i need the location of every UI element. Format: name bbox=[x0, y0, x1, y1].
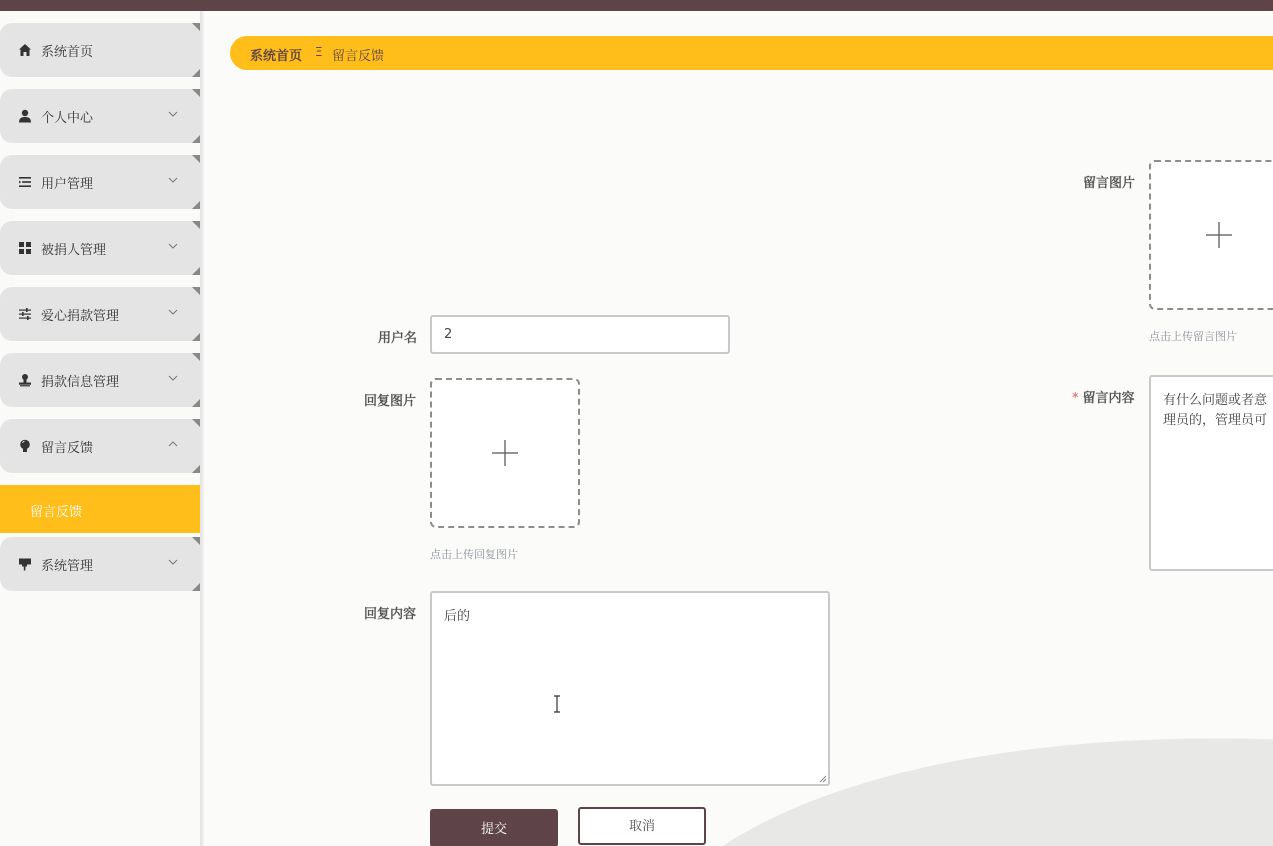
sidebar-item-label: 捐款信息管理 bbox=[41, 375, 120, 390]
sidebar-item-label: 被捐人管理 bbox=[41, 243, 107, 258]
grid-icon bbox=[18, 241, 32, 255]
message-image-upload[interactable] bbox=[1149, 160, 1273, 310]
flag-icon bbox=[18, 557, 32, 571]
sidebar-item-label: 留言反馈 bbox=[41, 441, 94, 456]
reply-content-value: 后的 bbox=[444, 609, 471, 624]
sidebar-item-label: 系统管理 bbox=[41, 559, 94, 574]
sidebar-item-donation-info-management[interactable] bbox=[0, 353, 200, 407]
sidebar-divider bbox=[200, 11, 204, 846]
stamp-icon bbox=[18, 373, 32, 387]
message-image-upload-tip: 点击上传留言图片 bbox=[1149, 330, 1237, 343]
breadcrumb-home-link[interactable]: 系统首页 bbox=[250, 49, 303, 64]
message-content-label-text: 留言内容 bbox=[1082, 391, 1135, 406]
reply-image-upload[interactable] bbox=[430, 378, 580, 528]
chevron-down-icon bbox=[166, 305, 180, 319]
reply-content-label: 回复内容 bbox=[364, 607, 417, 622]
sidebar bbox=[0, 11, 200, 846]
chevron-down-icon bbox=[166, 239, 180, 253]
sidebar-item-label: 用户管理 bbox=[41, 177, 94, 192]
cancel-button[interactable]: 取消 bbox=[578, 807, 706, 845]
submit-button[interactable]: 提交 bbox=[430, 809, 558, 846]
breadcrumb-separator: Ξ bbox=[315, 45, 323, 59]
chevron-down-icon bbox=[166, 107, 180, 121]
sliders-icon bbox=[18, 307, 32, 321]
reply-content-textarea[interactable] bbox=[430, 591, 830, 786]
sidebar-item-recipient-management[interactable] bbox=[0, 221, 200, 275]
home-icon bbox=[18, 43, 32, 57]
username-value: 2 bbox=[444, 327, 453, 342]
chevron-down-icon bbox=[166, 173, 180, 187]
resize-grip-icon[interactable] bbox=[817, 773, 827, 783]
text-cursor-icon bbox=[552, 695, 562, 713]
top-bar bbox=[0, 0, 1273, 11]
sidebar-item-feedback[interactable] bbox=[0, 419, 200, 473]
message-image-label: 留言图片 bbox=[1083, 176, 1136, 191]
username-label: 用户名 bbox=[378, 331, 418, 346]
reply-image-label: 回复图片 bbox=[364, 394, 417, 409]
message-content-textarea[interactable] bbox=[1149, 375, 1273, 571]
list-indent-icon bbox=[18, 175, 32, 189]
username-field[interactable] bbox=[430, 315, 730, 354]
sidebar-item-user-management[interactable] bbox=[0, 155, 200, 209]
chevron-up-icon bbox=[166, 437, 180, 451]
reply-image-upload-tip: 点击上传回复图片 bbox=[430, 548, 518, 561]
breadcrumb-current: 留言反馈 bbox=[332, 49, 385, 64]
sidebar-item-label: 系统首页 bbox=[41, 45, 94, 60]
required-mark: * bbox=[1072, 391, 1079, 406]
sidebar-item-personal-center[interactable] bbox=[0, 89, 200, 143]
bulb-icon bbox=[18, 439, 32, 453]
message-content-label bbox=[1072, 387, 1135, 406]
breadcrumb bbox=[230, 36, 1273, 70]
chevron-down-icon bbox=[166, 555, 180, 569]
sidebar-item-donation-management[interactable] bbox=[0, 287, 200, 341]
chevron-down-icon bbox=[166, 371, 180, 385]
sidebar-item-label: 爱心捐款管理 bbox=[41, 309, 120, 324]
sidebar-subitem-feedback[interactable] bbox=[0, 485, 200, 533]
plus-icon bbox=[491, 439, 519, 467]
sidebar-subitem-label: 留言反馈 bbox=[30, 505, 83, 520]
sidebar-item-label: 个人中心 bbox=[41, 111, 94, 126]
user-icon bbox=[18, 109, 32, 123]
sidebar-item-system-management[interactable] bbox=[0, 537, 200, 591]
message-content-value: 有什么问题或者意 理员的，管理员可 bbox=[1163, 393, 1268, 428]
sidebar-item-home[interactable] bbox=[0, 23, 200, 77]
plus-icon bbox=[1205, 221, 1233, 249]
